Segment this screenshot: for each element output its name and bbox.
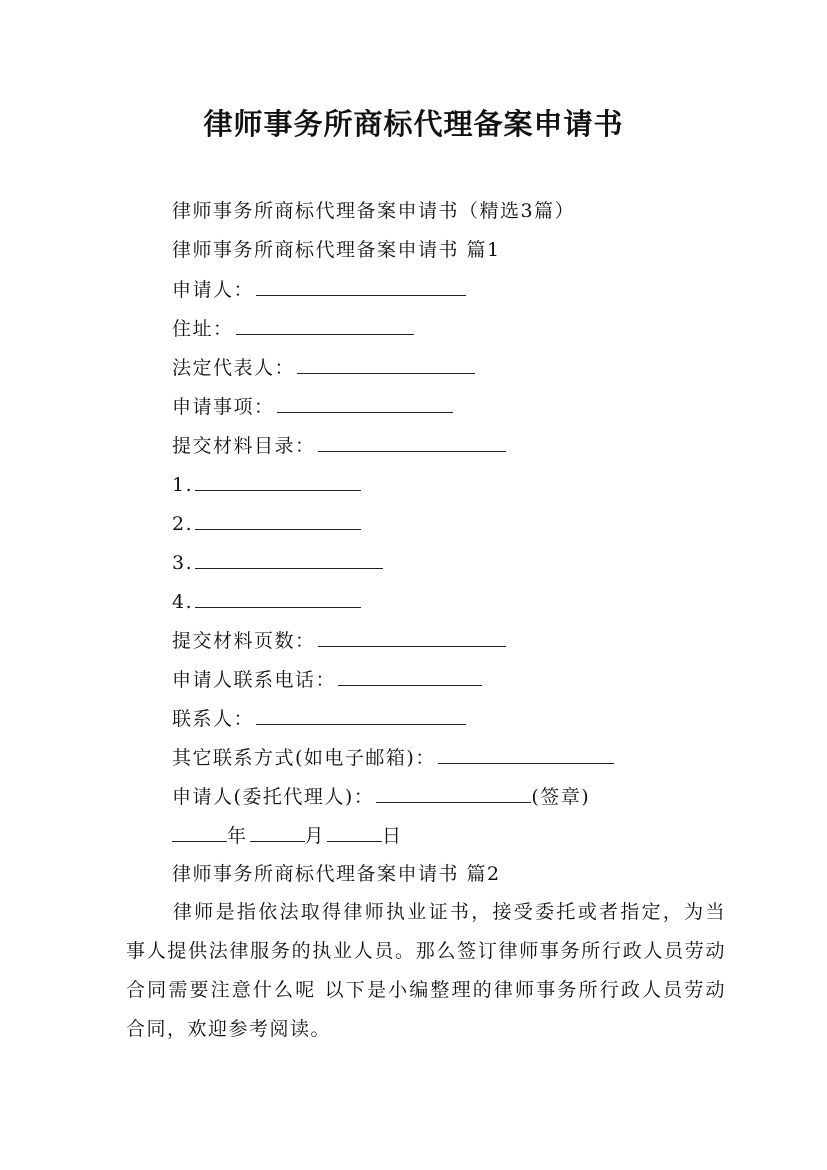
item4-blank[interactable] (195, 589, 361, 608)
document-title: 律师事务所商标代理备案申请书 (203, 107, 624, 141)
month-label: 月 (304, 825, 326, 847)
applicant-blank[interactable] (256, 277, 466, 296)
page-count-label: 提交材料页数： (172, 630, 316, 652)
day-label: 日 (382, 825, 403, 847)
month-blank[interactable] (250, 823, 305, 842)
contact-label: 联系人： (172, 708, 255, 730)
phone-blank[interactable] (338, 667, 482, 686)
materials-list-label: 提交材料目录： (172, 435, 316, 457)
item3-label: 3. (172, 552, 194, 574)
form-row-item3 (172, 550, 383, 575)
legal-rep-blank[interactable] (297, 355, 475, 374)
other-contact-blank[interactable] (438, 745, 614, 764)
form-row-address (172, 316, 414, 341)
form-row-item1 (172, 472, 361, 497)
other-contact-label: 其它联系方式(如电子邮箱)： (172, 747, 436, 769)
form-row-page-count (172, 628, 506, 653)
form-row-applicant (172, 277, 466, 302)
agent-label: 申请人(委托代理人)： (172, 786, 375, 808)
phone-label: 申请人联系电话： (172, 669, 337, 691)
form-row-item4 (172, 589, 361, 614)
form-row-matter (172, 394, 453, 419)
seal-label: (签章) (531, 786, 591, 808)
matter-label: 申请事项： (172, 396, 275, 418)
item4-label: 4. (172, 591, 194, 613)
form-row-legal-rep (172, 355, 475, 380)
agent-blank[interactable] (376, 784, 531, 803)
matter-blank[interactable] (277, 394, 453, 413)
section2-heading: 律师事务所商标代理备案申请书 篇2 (172, 863, 501, 885)
section2-paragraph: 律师是指依法取得律师执业证书，接受委托或者指定，为当事人提供法律服务的执业人员。那么签订律师事务所行政人员劳动合同需要注意什么呢 以下是小编整理的律师事务所行政人员劳动合同，欢迎参考阅读。 (126, 901, 726, 1040)
applicant-label: 申请人： (172, 279, 255, 301)
contact-blank[interactable] (256, 706, 466, 725)
address-blank[interactable] (236, 316, 414, 335)
item2-label: 2. (172, 513, 194, 535)
day-blank[interactable] (327, 823, 382, 842)
year-blank[interactable] (172, 823, 227, 842)
year-label: 年 (227, 825, 248, 847)
section1-heading: 律师事务所商标代理备案申请书 篇1 (172, 239, 501, 261)
item2-blank[interactable] (195, 511, 361, 530)
legal-rep-label: 法定代表人： (172, 357, 296, 379)
item3-blank[interactable] (195, 550, 383, 569)
item1-label: 1. (172, 474, 194, 496)
document-subtitle: 律师事务所商标代理备案申请书（精选3篇） (172, 200, 576, 222)
form-row-other-contact (172, 745, 614, 770)
form-row-date (172, 823, 403, 848)
page-count-blank[interactable] (318, 628, 506, 647)
materials-list-blank[interactable] (318, 433, 506, 452)
form-row-agent (172, 784, 590, 809)
form-row-materials-list (172, 433, 506, 458)
address-label: 住址： (172, 318, 234, 340)
form-row-contact (172, 706, 466, 731)
item1-blank[interactable] (195, 472, 361, 491)
form-row-phone (172, 667, 482, 692)
form-row-item2 (172, 511, 361, 536)
